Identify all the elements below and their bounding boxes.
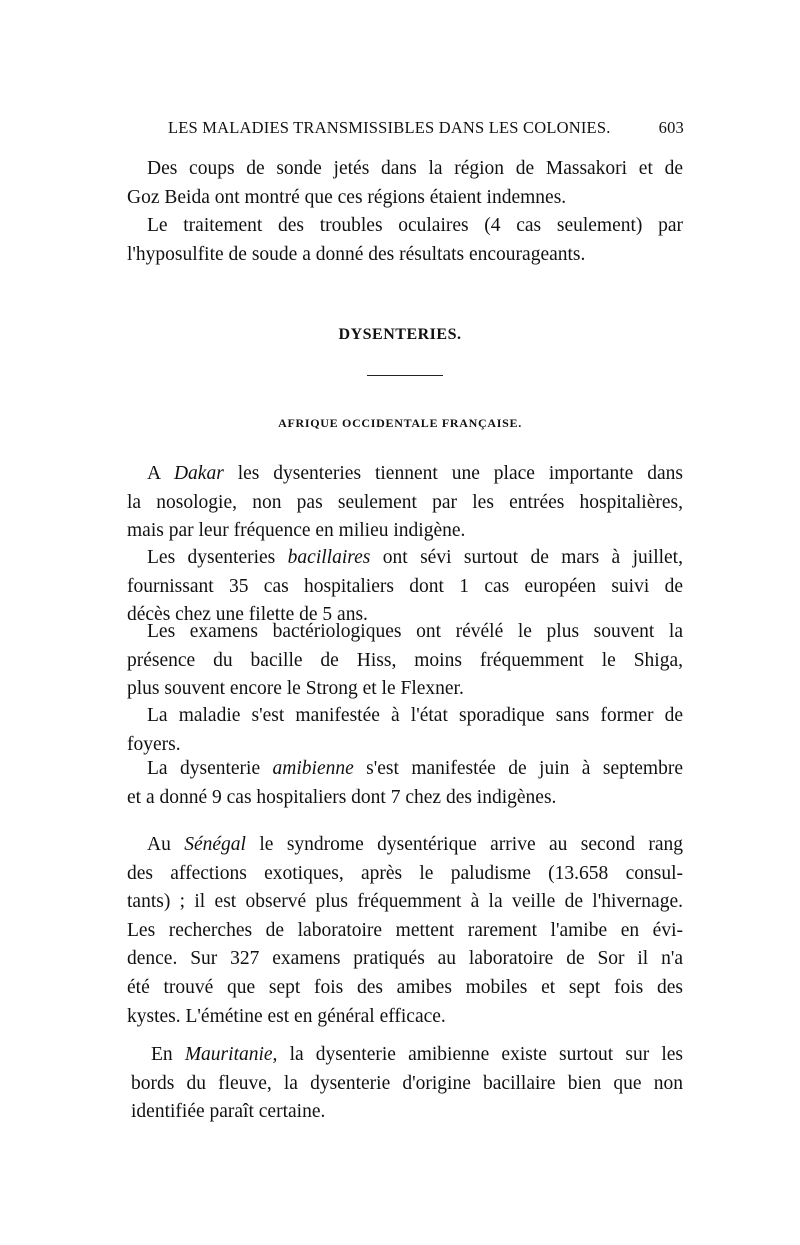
- place-name: Sénégal: [184, 834, 246, 855]
- text-line: [127, 460, 683, 489]
- text-line: [127, 755, 683, 784]
- paragraph-sporadic: [127, 702, 683, 759]
- running-head-title: LES MALADIES TRANSMISSIBLES DANS LES COLONIES.: [168, 118, 611, 137]
- text-line: dence. Sur 327 examens pratiqués au laboratoire de Sor il n'a: [127, 948, 683, 970]
- paragraph-dakar-intro: [127, 460, 683, 546]
- text-fragment: les dysenteries tiennent une place importante dans: [223, 463, 684, 484]
- text-line: mais par leur fréquence en milieu indigène.: [127, 520, 466, 542]
- text-line: tants) ; il est observé plus fréquemment à la veille de l'hivernage.: [127, 891, 683, 913]
- text-line: Goz Beida ont montré que ces régions étaient indemnes.: [127, 186, 567, 208]
- text-line: Les examens bactériologiques ont révélé le plus souvent la: [147, 621, 683, 642]
- text-fragment: s'est manifestée de juin à septembre: [353, 758, 683, 779]
- medical-term: amibienne: [272, 758, 354, 779]
- text-fragment: A: [147, 463, 174, 484]
- text-line: et a donné 9 cas hospitaliers dont 7 chez des indigènes.: [127, 786, 557, 808]
- text-fragment: En: [151, 1044, 185, 1065]
- text-fragment: le syndrome dysentérique arrive au second rang: [245, 834, 683, 855]
- section-divider: [367, 375, 443, 376]
- text-fragment: La dysenterie: [147, 758, 273, 779]
- text-line: [127, 831, 683, 860]
- text-line: été trouvé que sept fois des amibes mobiles et sept fois des: [127, 976, 683, 998]
- text-line: fournissant 35 cas hospitaliers dont 1 cas européen suivi de: [127, 575, 683, 597]
- text-line: bords du fleuve, la dysenterie d'origine bacillaire bien que non: [131, 1072, 683, 1094]
- paragraph-bacillary: [127, 544, 683, 630]
- paragraph-massakori: [127, 155, 683, 212]
- text-line: l'hyposulfite de soude a donné des résultats encourageants.: [127, 243, 586, 265]
- section-title: DYSENTERIES.: [338, 326, 462, 343]
- paragraph-senegal: [127, 831, 683, 1031]
- text-line: décès chez une filette de 5 ans.: [127, 604, 368, 626]
- paragraph-bacteriology: [127, 618, 683, 704]
- text-line: La maladie s'est manifestée à l'état sporadique sans former de: [147, 705, 683, 726]
- place-name: Dakar: [173, 463, 224, 484]
- text-line: présence du bacille de Hiss, moins fréquemment le Shiga,: [127, 649, 683, 671]
- paragraph-amoebic: [127, 755, 683, 812]
- medical-term: bacillaires: [287, 547, 371, 568]
- text-fragment: Au: [147, 834, 185, 855]
- text-line: Des coups de sonde jetés dans la région de Massakori et de: [147, 158, 683, 179]
- text-line: Le traitement des troubles oculaires (4 cas seulement) par: [147, 215, 683, 236]
- place-name: Mauritanie,: [184, 1044, 278, 1065]
- text-line: [127, 544, 683, 573]
- text-line: Les recherches de laboratoire mettent rarement l'amibe en évi-: [127, 919, 683, 941]
- text-line: foyers.: [127, 733, 181, 755]
- paragraph-mauritanie: [131, 1041, 683, 1127]
- section-subtitle: AFRIQUE OCCIDENTALE FRANÇAISE.: [278, 416, 522, 430]
- text-line: la nosologie, non pas seulement par les entrées hospitalières,: [127, 491, 683, 513]
- text-line: plus souvent encore le Strong et le Flexner.: [127, 678, 464, 700]
- text-line: kystes. L'émétine est en général efficace.: [127, 1005, 446, 1027]
- text-line: des affections exotiques, après le paludisme (13.658 consul-: [127, 862, 683, 884]
- text-fragment: la dysenterie amibienne existe surtout sur les: [277, 1044, 683, 1065]
- text-line: identifiée paraît certaine.: [131, 1101, 326, 1123]
- text-line: [131, 1041, 683, 1070]
- text-fragment: ont sévi surtout de mars à juillet,: [370, 547, 683, 568]
- paragraph-treatment: [127, 212, 683, 269]
- page-number: 603: [658, 118, 684, 137]
- text-fragment: Les dysenteries: [147, 547, 288, 568]
